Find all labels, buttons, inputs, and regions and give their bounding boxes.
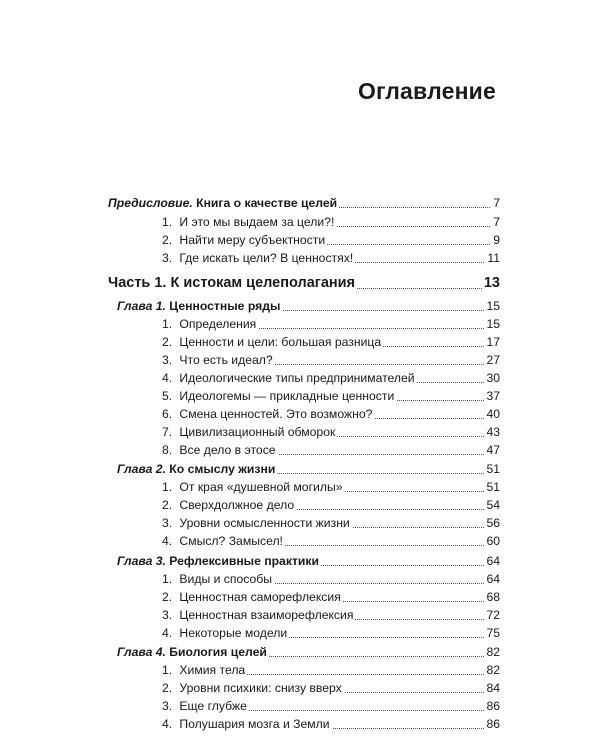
page-number: 15 xyxy=(486,317,500,331)
entry-prefix: Глава 1. xyxy=(117,299,166,313)
entry-number: 3. xyxy=(162,251,173,265)
entry-number: 1. xyxy=(162,215,173,229)
entry-prefix: Предисловие. xyxy=(108,196,193,210)
entry-number: 4. xyxy=(162,626,173,640)
page-number: 84 xyxy=(486,681,500,695)
page-number: 75 xyxy=(486,626,500,640)
page-number: 72 xyxy=(486,608,500,622)
page-number: 11 xyxy=(487,251,500,265)
page-number: 60 xyxy=(486,534,500,548)
entry-prefix: Глава 2. xyxy=(117,462,166,476)
entry-prefix: Глава 3. xyxy=(117,554,166,568)
toc-entry[interactable] xyxy=(0,715,600,733)
toc-entry-part[interactable] xyxy=(0,272,600,294)
entry-title: К истокам целеполагания xyxy=(170,275,356,291)
entry-number: 8. xyxy=(162,443,173,457)
entry-title: Ценностная взаиморефлексия xyxy=(179,608,354,622)
entry-title: Где искать цели? В ценностях! xyxy=(179,251,354,265)
entry-number: 3. xyxy=(162,608,173,622)
entry-title: Ко смыслу жизни xyxy=(169,462,276,476)
entry-title: От края «душевной могилы» xyxy=(179,480,343,494)
entry-number: 1. xyxy=(162,663,173,677)
toc-entry[interactable] xyxy=(0,249,600,267)
entry-title: Полушария мозга и Земли xyxy=(179,717,330,731)
page-number: 37 xyxy=(486,389,500,403)
entry-title: Сверхдолжное дело xyxy=(179,498,295,512)
entry-title: Идеологические типы предпринимателей xyxy=(179,371,415,385)
entry-number: 3. xyxy=(162,353,173,367)
entry-title: Ценностная саморефлексия xyxy=(179,590,341,604)
entry-number: 1. xyxy=(162,317,173,331)
entry-number: 3. xyxy=(162,516,173,530)
page-number: 43 xyxy=(486,425,500,439)
page-number: 47 xyxy=(486,443,500,457)
page-number: 30 xyxy=(486,371,500,385)
entry-title: И это мы выдаем за цели?! xyxy=(179,215,335,229)
page-number: 51 xyxy=(486,462,500,476)
entry-title: Что есть идеал? xyxy=(179,353,273,367)
entry-number: 7. xyxy=(162,425,173,439)
entry-title: Биология целей xyxy=(169,645,267,659)
page-number: 86 xyxy=(486,717,500,731)
entry-number: 3. xyxy=(162,699,173,713)
page-number: 27 xyxy=(486,353,500,367)
entry-number: 2. xyxy=(162,233,173,247)
entry-title: Все дело в этосе xyxy=(179,443,276,457)
entry-title: Уровни психики: снизу вверх xyxy=(179,681,342,695)
page-number: 13 xyxy=(482,272,500,294)
page-number: 9 xyxy=(493,233,500,247)
page-number: 17 xyxy=(486,335,500,349)
page-number: 15 xyxy=(486,299,500,313)
entry-number: 2. xyxy=(162,498,173,512)
entry-number: 1. xyxy=(162,572,173,586)
entry-title: Смена ценностей. Это возможно? xyxy=(179,407,373,421)
page-number: 82 xyxy=(486,663,500,677)
entry-title: Найти меру субъектности xyxy=(179,233,326,247)
entry-prefix: Часть 1. xyxy=(108,275,167,291)
entry-number: 6. xyxy=(162,407,173,421)
entry-number: 2. xyxy=(162,681,173,695)
entry-title: Виды и способы xyxy=(179,572,272,586)
entry-number: 2. xyxy=(162,590,173,604)
entry-number: 2. xyxy=(162,335,173,349)
entry-title: Идеологемы — прикладные ценности xyxy=(179,389,395,403)
entry-title: Цивилизационный обморок xyxy=(179,425,336,439)
page-number: 64 xyxy=(486,554,500,568)
entry-title: Рефлексивные практики xyxy=(169,554,319,568)
page-number: 86 xyxy=(486,699,500,713)
entry-number: 1. xyxy=(162,480,173,494)
entry-title: Некоторые модели xyxy=(179,626,288,640)
page-number: 64 xyxy=(486,572,500,586)
entry-number: 4. xyxy=(162,371,173,385)
page-number: 7 xyxy=(493,196,500,210)
entry-title: Ценностные ряды xyxy=(169,299,281,313)
entry-number: 4. xyxy=(162,534,173,548)
entry-title: Уровни осмысленности жизни xyxy=(179,516,350,530)
entry-title: Химия тела xyxy=(179,663,246,677)
page-number: 82 xyxy=(486,645,500,659)
entry-title: Ценности и цели: большая разница xyxy=(179,335,382,349)
entry-title: Еще глубже xyxy=(179,699,247,713)
entry-number: 5. xyxy=(162,389,173,403)
entry-title: Книга о качестве целей xyxy=(196,196,338,210)
entry-prefix: Глава 4. xyxy=(117,645,166,659)
page-title: Оглавление xyxy=(357,78,496,104)
page-number: 7 xyxy=(493,215,500,229)
entry-number: 4. xyxy=(162,717,173,731)
entry-title: Смысл? Замысел! xyxy=(179,534,283,548)
page-number: 54 xyxy=(486,498,500,512)
page-number: 56 xyxy=(486,516,500,530)
entry-title: Определения xyxy=(179,317,257,331)
page-number: 68 xyxy=(486,590,500,604)
page-number: 51 xyxy=(486,480,500,494)
page-number: 40 xyxy=(486,407,500,421)
